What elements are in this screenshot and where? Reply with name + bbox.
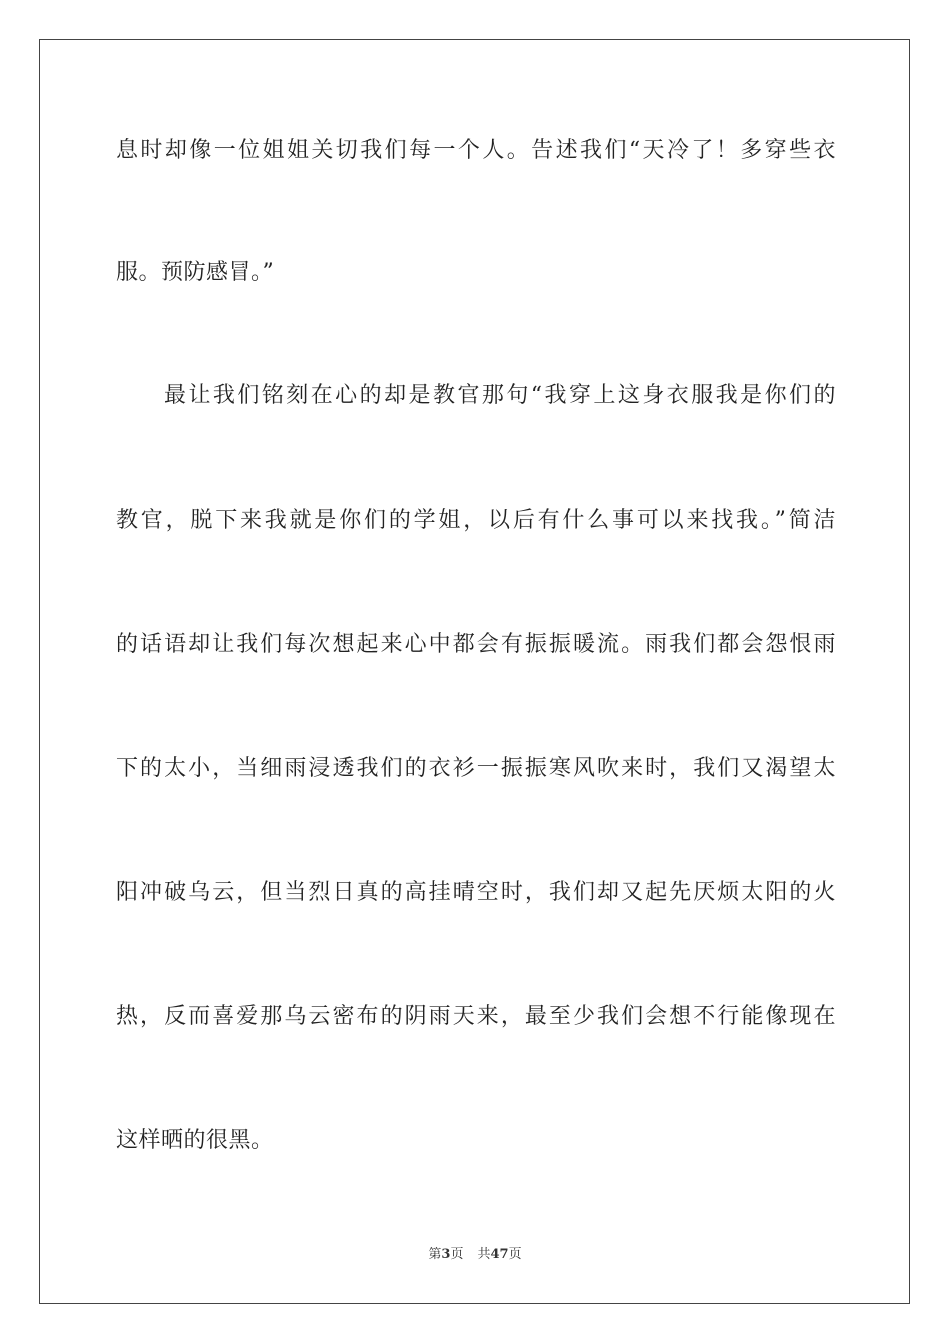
- page-suffix: 页: [450, 1247, 464, 1262]
- text-line-1: 息时却像一位姐姐关切我们每一个人。告述我们“天冷了！多穿些衣: [116, 138, 836, 163]
- page-frame: [39, 39, 910, 1304]
- text-line-5: 的话语却让我们每次想起来心中都会有振振暖流。雨我们都会怨恨雨: [116, 632, 836, 657]
- total-suffix: 页: [508, 1247, 522, 1262]
- text-line-6: 下的太小，当细雨浸透我们的衣衫一振振寒风吹来时，我们又渴望太: [116, 756, 836, 781]
- page-footer: [0, 1246, 950, 1264]
- text-line-3: 最让我们铭刻在心的却是教官那句“我穿上这身衣服我是你们的: [164, 383, 836, 408]
- text-line-9: 这样晒的很黑。: [116, 1128, 274, 1153]
- page-number: 3: [441, 1247, 451, 1262]
- text-line-8: 热，反而喜爱那乌云密布的阴雨天来，最至少我们会想不行能像现在: [116, 1004, 836, 1029]
- text-line-2: 服。预防感冒。”: [116, 260, 275, 285]
- total-prefix: 共: [477, 1247, 491, 1262]
- text-line-4: 教官，脱下来我就是你们的学姐，以后有什么事可以来找我。”简洁: [116, 508, 836, 533]
- total-pages: 47: [490, 1247, 509, 1262]
- text-line-7: 阳冲破乌云，但当烈日真的高挂晴空时，我们却又起先厌烦太阳的火: [116, 880, 836, 905]
- page-prefix: 第: [428, 1247, 442, 1262]
